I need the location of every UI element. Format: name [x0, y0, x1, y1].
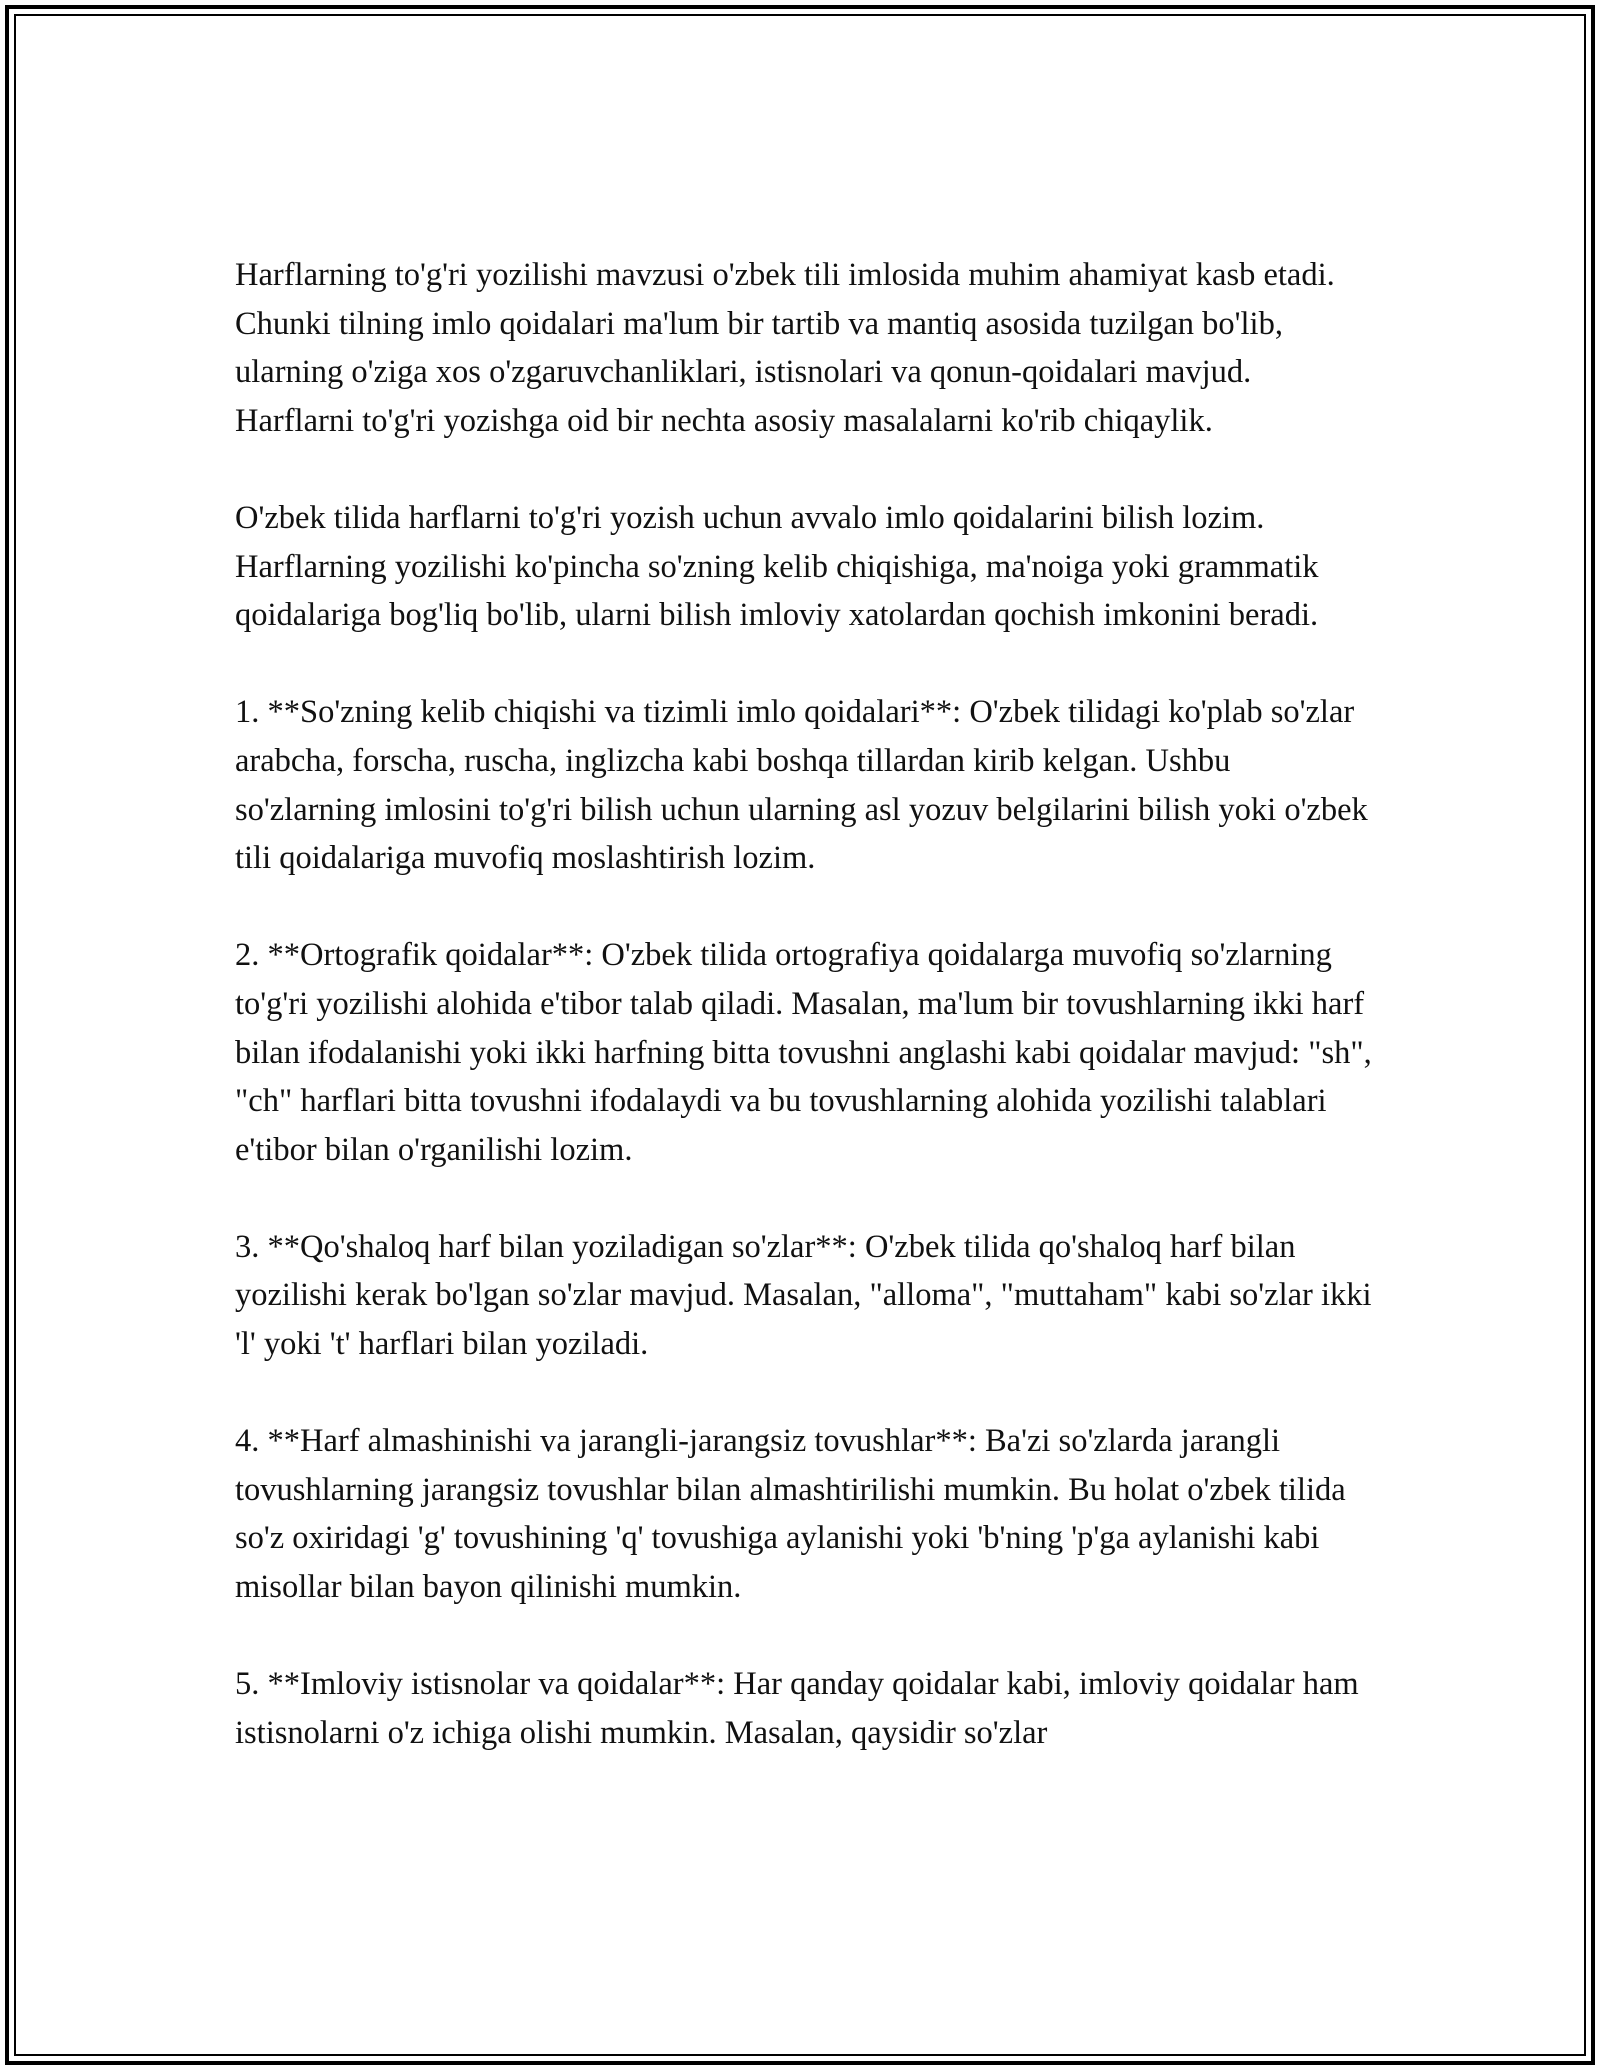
list-item-2: 2. **Ortografik qoidalar**: O'zbek tilida ortografiya qoidalarga muvofiq so'zlarning to'g'ri yozilishi alohida e'tibor talab qiladi. Masalan, ma'lum bir tovushlarning ikki harf bilan ifodalanishi yoki ikki harfning bitta tovushni anglashi kabi qoidalar mavjud: "sh", "ch" harflari bitta tovushni ifodalaydi va bu tovushlarning alohida yozilishi talablari e'tibor bilan o'rganilishi lozim.: [235, 937, 1372, 1168]
paragraph-intro: Harflarning to'g'ri yozilishi mavzusi o'zbek tili imlosida muhim ahamiyat kasb etadi. Chunki tilning imlo qoidalari ma'lum bir tartib va mantiq asosida tuzilgan bo'lib, ularning o'ziga xos o'zgaruvchanliklari, istisnolari va qonun-qoidalari mavjud. Harflarni to'g'ri yozishga oid bir nechta asosiy masalalarni ko'rib chiqaylik.: [235, 257, 1335, 439]
list-item-4: 4. **Harf almashinishi va jarangli-jarangsiz tovushlar**: Ba'zi so'zlarda jarangli tovushlarning jarangsiz tovushlar bilan almashtirilishi mumkin. Bu holat o'zbek tilida so'z oxiridagi 'g' tovushining 'q' tovushiga aylanishi yoki 'b'ning 'p'ga aylanishi kabi misollar bilan bayon qilinishi mumkin.: [235, 1423, 1346, 1606]
document-body: [235, 251, 1375, 1806]
list-item-3: 3. **Qo'shaloq harf bilan yoziladigan so'zlar**: O'zbek tilida qo'shaloq harf bilan yozilishi kerak bo'lgan so'zlar mavjud. Masalan, "alloma", "muttaham" kabi so'zlar ikki 'l' yoki 't' harflari bilan yoziladi.: [235, 1228, 1372, 1363]
list-item-5: 5. **Imloviy istisnolar va qoidalar**: Har qanday qoidalar kabi, imloviy qoidalar ham istisnolarni o'z ichiga olishi mumkin. Masalan, qaysidir so'zlar: [235, 1666, 1359, 1751]
paragraph-rules-overview: O'zbek tilida harflarni to'g'ri yozish uchun avvalo imlo qoidalarini bilish lozim. Harflarning yozilishi ko'pincha so'zning kelib chiqishiga, ma'noiga yoki grammatik qoidalariga bog'liq bo'lib, ularni bilish imloviy xatolardan qochish imkonini beradi.: [235, 499, 1319, 634]
list-item-1: 1. **So'zning kelib chiqishi va tizimli imlo qoidalari**: O'zbek tilidagi ko'plab so'zlar arabcha, forscha, ruscha, inglizcha kabi boshqa tillardan kirib kelgan. Ushbu so'zlarning imlosini to'g'ri bilish uchun ularning asl yozuv belgilarini bilish yoki o'zbek tili qoidalariga muvofiq moslashtirish lozim.: [235, 694, 1368, 877]
